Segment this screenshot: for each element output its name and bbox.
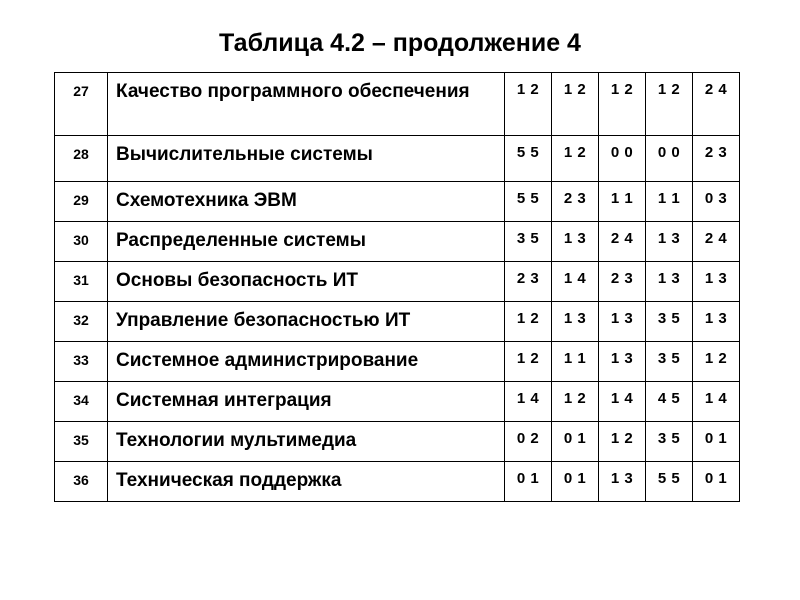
value-cell: 2 4: [599, 222, 646, 262]
value-cell: 1 2: [552, 73, 599, 136]
discipline-name: Управление безопасностью ИТ: [108, 302, 505, 342]
page-title: Таблица 4.2 – продолжение 4: [219, 29, 581, 57]
value-cell: 1 2: [505, 302, 552, 342]
value-cell: 0 0: [646, 136, 693, 182]
discipline-name: Распределенные системы: [108, 222, 505, 262]
value-cell: 1 2: [646, 73, 693, 136]
value-cell: 0 0: [599, 136, 646, 182]
value-cell: 1 3: [599, 462, 646, 502]
value-cell: 1 2: [552, 136, 599, 182]
discipline-name: Основы безопасность ИТ: [108, 262, 505, 302]
value-cell: 1 3: [599, 342, 646, 382]
value-cell: 2 4: [693, 222, 740, 262]
value-cell: 1 2: [693, 342, 740, 382]
value-cell: 1 3: [646, 222, 693, 262]
value-cell: 1 1: [552, 342, 599, 382]
row-number: 29: [55, 182, 108, 222]
value-cell: 0 1: [552, 462, 599, 502]
discipline-name: Схемотехника ЭВМ: [108, 182, 505, 222]
value-cell: 1 4: [505, 382, 552, 422]
table-row: [55, 342, 740, 382]
row-number: 30: [55, 222, 108, 262]
discipline-name: Техническая поддержка: [108, 462, 505, 502]
table-row: [55, 462, 740, 502]
value-cell: 5 5: [646, 462, 693, 502]
value-cell: 1 2: [599, 422, 646, 462]
discipline-name: Технологии мультимедиа: [108, 422, 505, 462]
value-cell: 0 3: [693, 182, 740, 222]
value-cell: 5 5: [505, 182, 552, 222]
value-cell: 0 1: [693, 462, 740, 502]
value-cell: 1 3: [646, 262, 693, 302]
value-cell: 1 2: [599, 73, 646, 136]
value-cell: 2 3: [599, 262, 646, 302]
value-cell: 1 1: [599, 182, 646, 222]
row-number: 33: [55, 342, 108, 382]
table-row: [55, 182, 740, 222]
value-cell: 2 3: [693, 136, 740, 182]
value-cell: 0 1: [505, 462, 552, 502]
data-table: [54, 72, 740, 502]
value-cell: 0 1: [552, 422, 599, 462]
discipline-name: Системная интеграция: [108, 382, 505, 422]
value-cell: 1 2: [552, 382, 599, 422]
value-cell: 3 5: [646, 422, 693, 462]
table-row: [55, 302, 740, 342]
value-cell: 1 3: [552, 222, 599, 262]
row-number: 36: [55, 462, 108, 502]
value-cell: 1 1: [646, 182, 693, 222]
row-number: 27: [55, 73, 108, 136]
value-cell: 2 3: [552, 182, 599, 222]
row-number: 34: [55, 382, 108, 422]
discipline-name: Системное администрирование: [108, 342, 505, 382]
discipline-name: Качество программного обеспечения: [108, 73, 505, 136]
table-body: [55, 73, 740, 502]
row-number: 31: [55, 262, 108, 302]
value-cell: 1 3: [599, 302, 646, 342]
table-row: [55, 382, 740, 422]
value-cell: 1 3: [552, 302, 599, 342]
value-cell: 0 2: [505, 422, 552, 462]
table-row: [55, 136, 740, 182]
table-row: [55, 73, 740, 136]
value-cell: 5 5: [505, 136, 552, 182]
value-cell: 1 2: [505, 342, 552, 382]
row-number: 32: [55, 302, 108, 342]
value-cell: 2 3: [505, 262, 552, 302]
value-cell: 3 5: [505, 222, 552, 262]
value-cell: 1 2: [505, 73, 552, 136]
table-row: [55, 422, 740, 462]
row-number: 28: [55, 136, 108, 182]
row-number: 35: [55, 422, 108, 462]
table-row: [55, 222, 740, 262]
table-row: [55, 262, 740, 302]
discipline-name: Вычислительные системы: [108, 136, 505, 182]
value-cell: 1 4: [552, 262, 599, 302]
value-cell: 1 4: [693, 382, 740, 422]
value-cell: 1 3: [693, 302, 740, 342]
value-cell: 3 5: [646, 302, 693, 342]
value-cell: 2 4: [693, 73, 740, 136]
value-cell: 1 3: [693, 262, 740, 302]
value-cell: 3 5: [646, 342, 693, 382]
value-cell: 4 5: [646, 382, 693, 422]
value-cell: 1 4: [599, 382, 646, 422]
value-cell: 0 1: [693, 422, 740, 462]
